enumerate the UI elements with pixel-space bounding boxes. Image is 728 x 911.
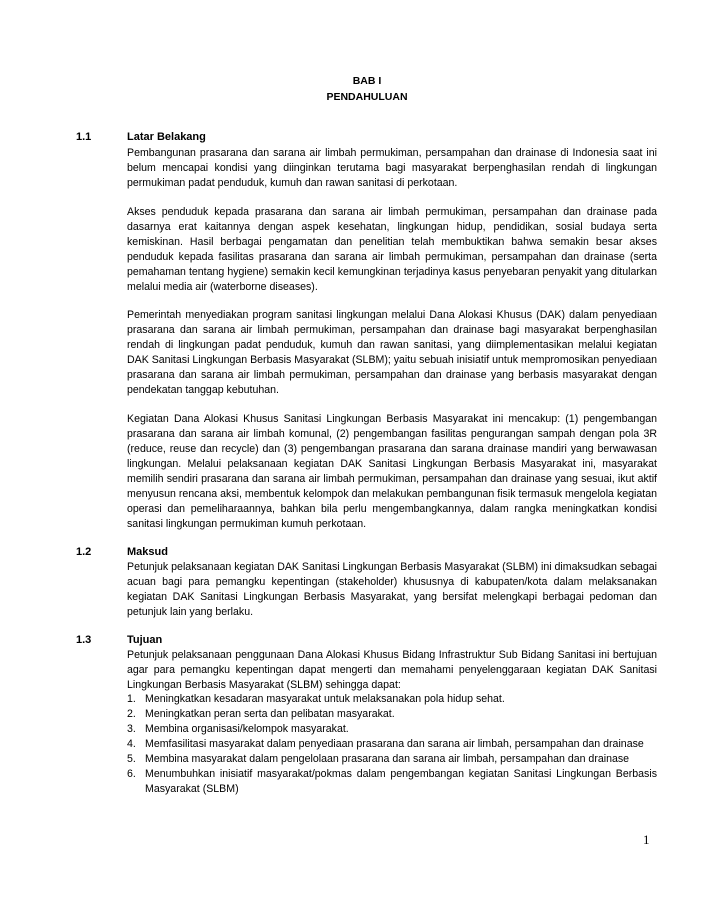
paragraph: Pemerintah menyediakan program sanitasi lingkungan melalui Dana Alokasi Khusus (DAK) dalam penyediaan prasarana dan sarana air limbah permukiman, persampahan dan drainase bagi masyarakat berpenghasilan rendah di lingkungan padat penduduk, kumuh dan rawan sanitasi, yang diimplementasikan melalui kegiatan DAK Sanitasi Lingkungan Berbasis Masyarakat (SLBM); yaitu sebuah inisiatif untuk mempromosikan penyediaan prasarana dan sarana air limbah permukiman, persampahan dan drainase yang berbasis masyarakat dengan pendekatan tanggap kebutuhan. xyxy=(127,309,657,396)
list-item xyxy=(127,722,657,737)
list-number: 1. xyxy=(127,693,136,705)
section-number: 1.2 xyxy=(76,546,92,558)
list-number: 5. xyxy=(127,753,136,765)
section-title: Maksud xyxy=(127,546,168,558)
section-number: 1.1 xyxy=(76,131,92,143)
section-title: Latar Belakang xyxy=(127,131,206,143)
section-title: Tujuan xyxy=(127,634,163,646)
list-text: Meningkatkan peran serta dan pelibatan masyarakat. xyxy=(145,708,395,720)
objectives-list xyxy=(127,692,657,797)
list-text: Membina masyarakat dalam pengelolaan prasarana dan sarana air limbah, persampahan dan drainase xyxy=(145,753,630,765)
list-text: Memfasilitasi masyarakat dalam penyediaan prasarana dan sarana air limbah, persampahan dan drainase xyxy=(145,738,644,750)
list-item xyxy=(127,767,657,797)
list-item xyxy=(127,692,657,707)
list-number: 2. xyxy=(127,708,136,720)
list-item xyxy=(127,752,657,767)
paragraph: Pembangunan prasarana dan sarana air limbah permukiman, persampahan dan drainase di Indonesia saat ini belum mencapai kondisi yang diinginkan terutama bagi masyarakat berpenghasilan rendah di lingkungan permukiman padat penduduk, kumuh dan rawan sanitasi di perkotaan. xyxy=(127,147,657,189)
section-number: 1.3 xyxy=(76,634,92,646)
list-number: 3. xyxy=(127,723,136,735)
paragraph: Akses penduduk kepada prasarana dan sarana air limbah permukiman, persampahan dan drainase pada dasarnya erat kaitannya dengan aspek kesehatan, lingkungan hidup, pendidikan, sosial budaya serta kemiskinan. Hasil berbagai pengamatan dan penelitian telah membuktikan bahwa semakin besar akses penduduk kepada fasilitas prasarana dan sarana air limbah permukiman, persampahan dan drainase (serta pemahaman tentang hygiene) semakin kecil kemungkinan terjadinya kasus penyebaran penyakit yang ditularkan melalui media air (waterborne diseases). xyxy=(127,206,657,293)
list-text: Menumbuhkan inisiatif masyarakat/pokmas dalam pengembangan kegiatan Sanitasi Lingkungan Berbasis Masyarakat (SLBM) xyxy=(145,768,657,795)
list-text: Membina organisasi/kelompok masyarakat. xyxy=(145,723,349,735)
list-item xyxy=(127,707,657,722)
chapter-title: PENDAHULUAN xyxy=(326,91,408,103)
paragraph: Petunjuk pelaksanaan penggunaan Dana Alokasi Khusus Bidang Infrastruktur Sub Bidang Sanitasi ini bertujuan agar para pemangku kepentingan dapat mengerti dan memahami penyelenggaraan kegiatan DAK Sanitasi Lingkungan Berbasis Masyarakat (SLBM) sehingga dapat: xyxy=(127,649,657,691)
paragraph: Kegiatan Dana Alokasi Khusus Sanitasi Lingkungan Berbasis Masyarakat ini mencakup: (1) pengembangan prasarana dan sarana air limbah komunal, (2) pengembangan fasilitas pengurangan sampah dengan pola 3R (reduce, reuse dan recycle) dan (3) pengembangan prasarana dan sarana drainase mandiri yang berwawasan lingkungan. Melalui pelaksanaan kegiatan DAK Sanitasi Lingkungan Berbasis Masyarakat ini, masyarakat memilih sendiri prasarana dan sarana air limbah permukiman, persampahan dan drainase yang sesuai, ikut aktif menyusun rencana aksi, membentuk kelompok dan melakukan pembangunan fisik termasuk mengelola kegiatan operasi dan pemeliharaannya, bahkan bila perlu mengembangkannya, dalam rangka meningkatkan kondisi sanitasi lingkungan permukiman kumuh perkotaan. xyxy=(127,413,657,530)
page-number: 1 xyxy=(643,832,650,847)
list-item xyxy=(127,737,657,752)
paragraph: Petunjuk pelaksanaan kegiatan DAK Sanitasi Lingkungan Berbasis Masyarakat (SLBM) ini dimaksudkan sebagai acuan bagi para pemangku kepentingan (stakeholder) khususnya di kabupaten/kota dalam melaksanakan kegiatan DAK Sanitasi Lingkungan Berbasis Masyarakat, yang bersifat melengkapi berbagai pedoman dan petunjuk lain yang berlaku. xyxy=(127,561,657,618)
list-number: 4. xyxy=(127,738,136,750)
chapter-label: BAB I xyxy=(352,75,382,87)
list-text: Meningkatkan kesadaran masyarakat untuk melaksanakan pola hidup sehat. xyxy=(145,693,505,705)
list-number: 6. xyxy=(127,768,136,780)
